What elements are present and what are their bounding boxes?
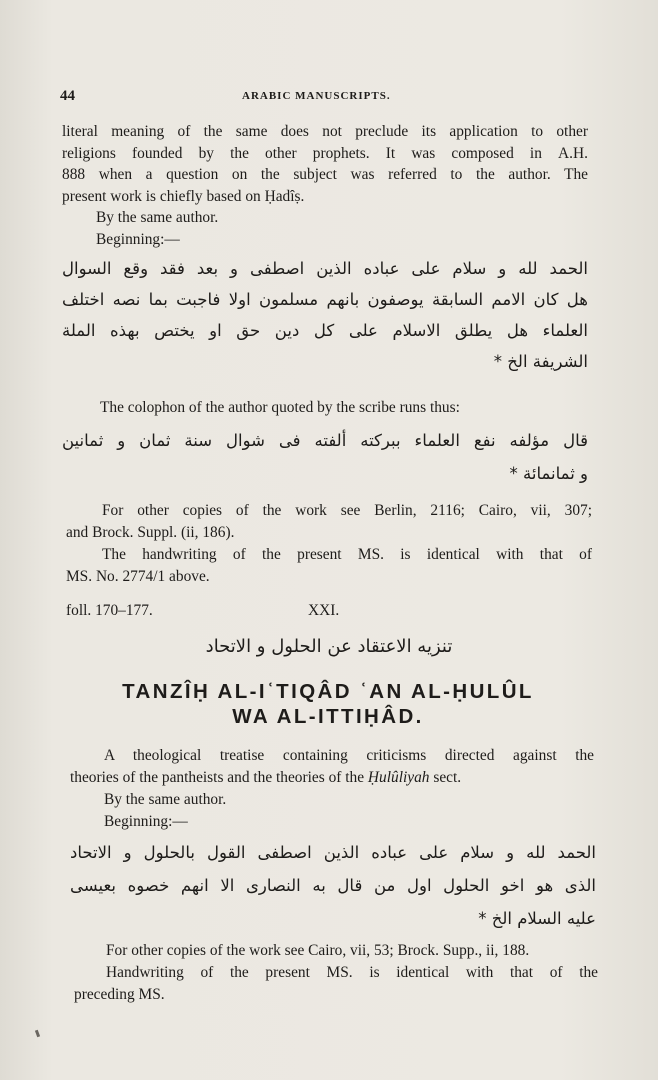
ah-label: A.H.: [558, 144, 588, 162]
arabic-line: الحمد لله و سلام على عباده الذين اصطفى القول بالحلول و الاتحاد: [70, 843, 596, 862]
colophon-intro: The colophon of the author quoted by the scribe runs thus:: [100, 399, 460, 416]
copies-line-2: and Brock. Suppl. (ii, 186).: [66, 523, 235, 541]
handwriting-paragraph-1: [66, 544, 592, 587]
description-line-2: [70, 767, 594, 789]
handwriting-paragraph-2: [74, 962, 598, 1005]
arabic-line: الحمد لله و سلام على عباده الذين اصطفى و بعد فقد وقع السوال: [62, 259, 588, 278]
page-number: 44: [60, 88, 75, 104]
intro-paragraph: [62, 121, 588, 207]
description-line-2-start: theories of the pantheists and the theories of the: [70, 768, 365, 786]
arabic-line: هل كان الامم السابقة يوصفون بانهم مسلمون اولا فاجبت بما نصه اختلف: [62, 290, 588, 309]
copies-paragraph-2: For other copies of the work see Cairo, vii, 53; Brock. Supp., ii, 188.: [106, 942, 530, 959]
title-line-2: WA AL-ITTIḤÂD.: [232, 705, 424, 728]
intro-line-2: [62, 143, 588, 165]
copies-paragraph-1: [66, 500, 592, 543]
arabic-line: العلماء هل يطلق الاسلام على كل دين حق او يختص بهذه الملة: [62, 321, 588, 340]
arabic-beginning-2: [70, 836, 596, 935]
intro-line-1: literal meaning of the same does not preclude its application to other: [62, 123, 588, 140]
beginning-label-1: Beginning:—: [96, 231, 180, 248]
handwriting-line-2: MS. No. 2774/1 above.: [66, 567, 210, 585]
copies-line-1: For other copies of the work see Berlin, 2116; Cairo, vii, 307;: [102, 502, 592, 519]
running-title: ARABIC MANUSCRIPTS.: [242, 90, 391, 102]
title-line-1: TANZÎḤ AL-IʿTIQÂD ʿAN AL-ḤULÛL: [122, 680, 534, 703]
arabic-line: عليه السلام الخ *: [478, 909, 596, 928]
handwriting-line-3: Handwriting of the present MS. is identical with that of the: [106, 964, 598, 981]
work-title: [52, 679, 604, 729]
handwriting-line-4: preceding MS.: [74, 985, 165, 1003]
beginning-label-2: Beginning:—: [104, 813, 188, 830]
intro-line-2-text: religions founded by the other prophets. It was composed in: [62, 144, 542, 162]
arabic-line: و ثمانمائة *: [509, 464, 588, 483]
intro-line-3: 888 when a question on the subject was referred to the author. The: [62, 166, 588, 183]
sect-term: Ḥulûliyah: [367, 768, 430, 786]
description-line-1: A theological treatise containing criticisms directed against the: [104, 747, 594, 764]
section-number: XXI.: [308, 602, 340, 619]
arabic-line: الشريفة الخ *: [493, 352, 588, 371]
by-same-author-1: By the same author.: [96, 209, 219, 226]
description-paragraph: [70, 745, 594, 788]
folio-reference: foll. 170–177.: [66, 602, 153, 619]
arabic-line: قال مؤلفه نفع العلماء ببركته ألفته فى شوال سنة ثمان و ثمانين: [62, 431, 588, 450]
arabic-colophon: [62, 424, 588, 490]
arabic-title: تنزيه الاعتقاد عن الحلول و الاتحاد: [205, 636, 453, 657]
page-speck: [35, 1030, 40, 1038]
handwriting-line-1: The handwriting of the present MS. is identical with that of: [102, 546, 592, 563]
description-line-2-end: sect.: [433, 768, 462, 786]
by-same-author-2: By the same author.: [104, 791, 227, 808]
arabic-beginning-1: [62, 253, 588, 377]
arabic-line: الذى هو اخو الحلول اول من قال به النصارى الا انهم خصوه بعيسى: [70, 876, 596, 895]
intro-line-4: present work is chiefly based on Ḥadîṣ.: [62, 187, 305, 205]
